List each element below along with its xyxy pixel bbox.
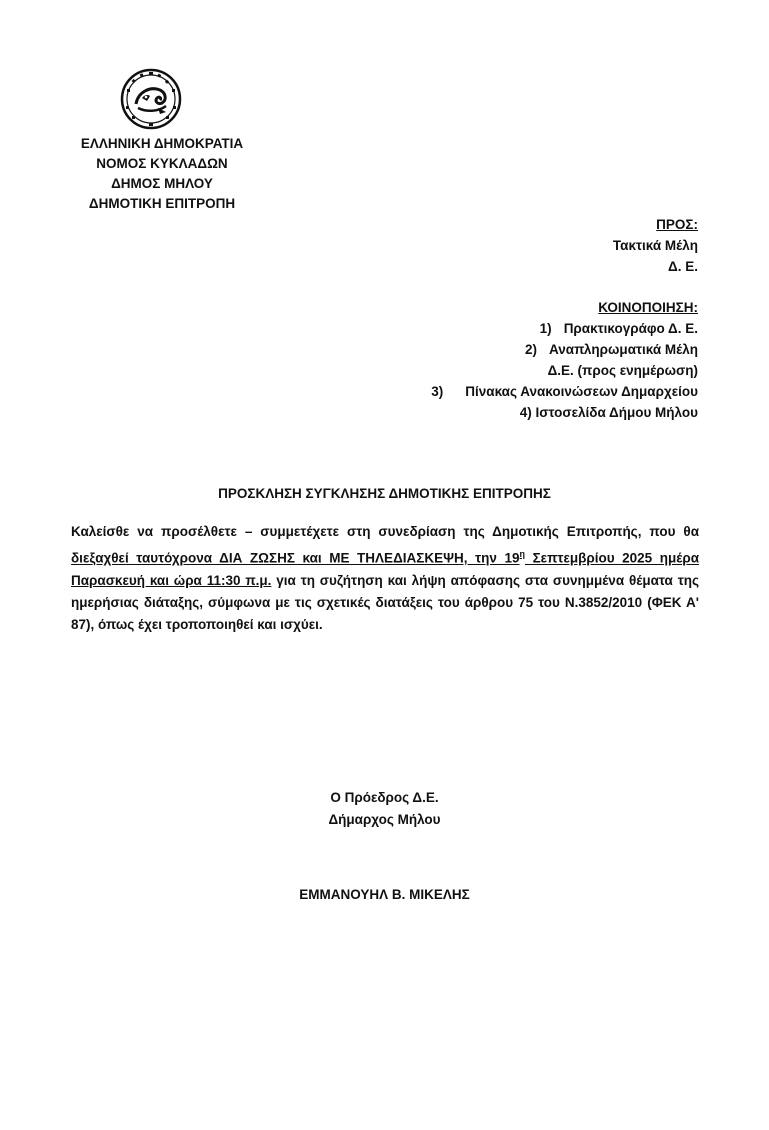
recipients-line-1: Τακτικά Μέλη bbox=[612, 238, 698, 253]
body-date-superscript: η bbox=[519, 549, 525, 559]
notification-item-number: 3) bbox=[431, 384, 444, 399]
notification-item bbox=[431, 318, 698, 339]
body-meeting-date: Σεπτεμβρίου 2025 ημέρα Παρασκευή και ώρα 11:30 π.μ. bbox=[71, 550, 699, 588]
notification-item-text: Αναπληρωματικά Μέλη bbox=[549, 342, 698, 357]
notification-label: ΚΟΙΝΟΠΟΙΗΣΗ: bbox=[598, 300, 698, 315]
notification-item bbox=[431, 402, 698, 423]
notification-item-text: Πίνακας Ανακοινώσεων Δημαρχείου bbox=[465, 384, 698, 399]
notification-item-text: Δ.Ε. (προς ενημέρωση) bbox=[547, 363, 698, 378]
header-country: ΕΛΛΗΝΙΚΗ ΔΗΜΟΚΡΑΤΙΑ bbox=[80, 136, 244, 151]
issuer-header bbox=[62, 134, 262, 214]
signature-role: Ο Πρόεδρος Δ.Ε. bbox=[330, 790, 439, 805]
notification-block bbox=[431, 297, 698, 423]
notification-item bbox=[431, 339, 698, 360]
document-title: ΠΡΟΣΚΛΗΣΗ ΣΥΓΚΛΗΣΗΣ ΔΗΜΟΤΙΚΗΣ ΕΠΙΤΡΟΠΗΣ bbox=[218, 486, 551, 501]
recipients-block bbox=[613, 214, 698, 277]
notification-item bbox=[431, 381, 698, 402]
body-intro: Καλείσθε να προσέλθετε – συμμετέχετε στη συνεδρίαση της Δημοτικής Επιτροπής, που θα bbox=[71, 524, 699, 539]
recipients-label: ΠΡΟΣ: bbox=[656, 217, 698, 232]
body-purpose: για τη συζήτηση και λήψη απόφασης στα συνημμένα θέματα της ημερήσιας διάταξης, σύμφωνα με τις σχετικές διατάξεις του άρθρου 75 του Ν.3852/2010 (ΦΕΚ Α' 87), όπως έχει τροποποιηθεί και ισχύει. bbox=[71, 572, 699, 632]
signature-block bbox=[0, 787, 769, 831]
notification-item-number: 1) bbox=[539, 321, 552, 336]
header-committee: ΔΗΜΟΤΙΚΗ ΕΠΙΤΡΟΠΗ bbox=[88, 196, 236, 211]
signer-name: ΕΜΜΑΝΟΥΗΛ Β. ΜΙΚΕΛΗΣ bbox=[299, 887, 470, 902]
header-municipality: ΔΗΜΟΣ ΜΗΛΟΥ bbox=[111, 176, 213, 191]
header-prefecture: ΝΟΜΟΣ ΚΥΚΛΑΔΩΝ bbox=[96, 156, 228, 171]
body-meeting-mode: διεξαχθεί ταυτόχρονα ΔΙΑ ΖΩΣΗΣ και ΜΕ ΤΗΛΕΔΙΑΣΚΕΨΗ, την 19 bbox=[71, 550, 520, 566]
notification-item bbox=[431, 360, 698, 381]
signature-title: Δήμαρχος Μήλου bbox=[328, 812, 441, 827]
municipality-emblem-icon bbox=[120, 68, 182, 130]
notification-item-text: 4) Ιστοσελίδα Δήμου Μήλου bbox=[519, 405, 698, 420]
notification-item-text: Πρακτικογράφο Δ. Ε. bbox=[563, 321, 698, 336]
notification-item-number: 2) bbox=[525, 342, 538, 357]
invitation-body bbox=[71, 521, 699, 636]
recipients-line-2: Δ. Ε. bbox=[668, 259, 698, 274]
